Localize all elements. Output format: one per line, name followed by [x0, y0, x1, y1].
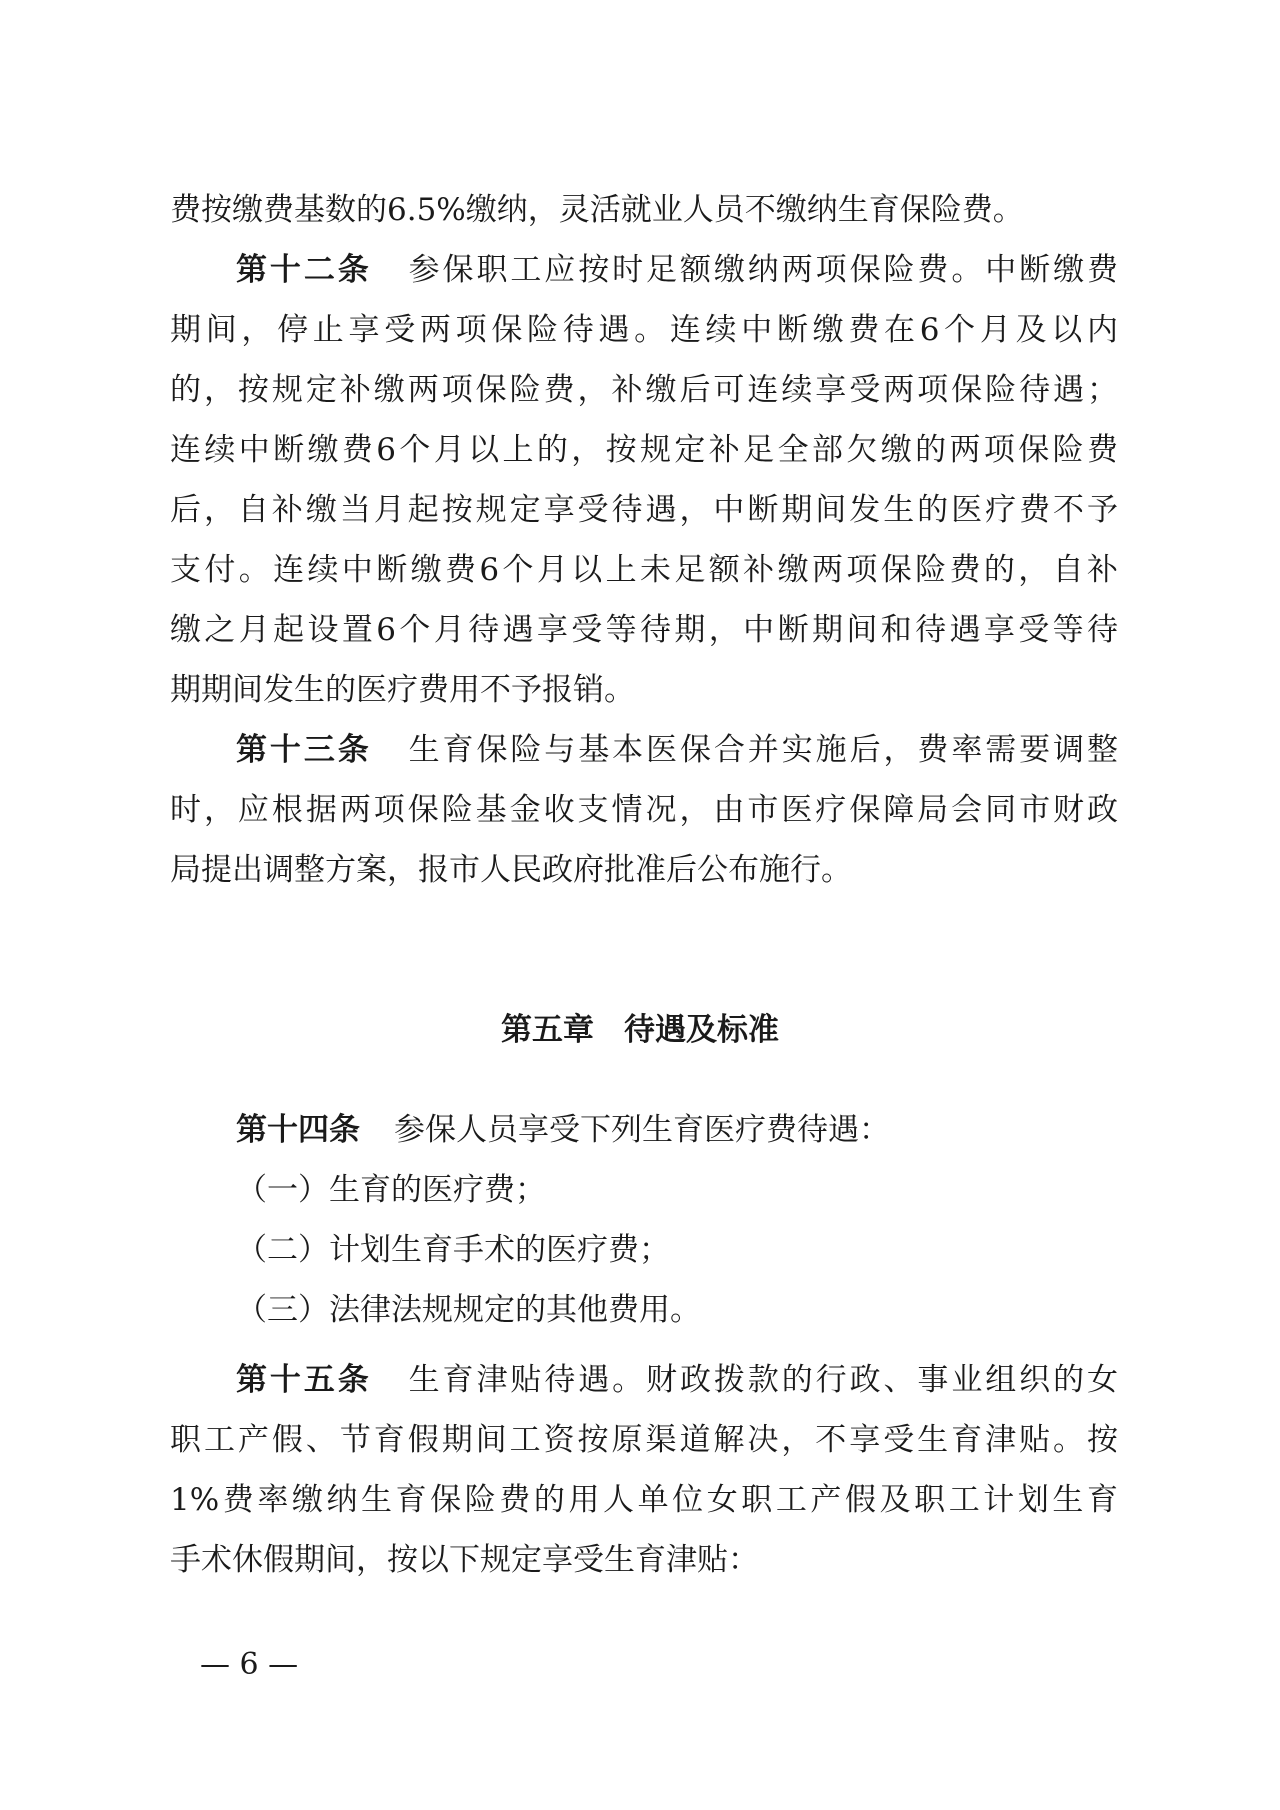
paragraph-line: 期间，停止享受两项保险待遇。连续中断缴费在6个月及以内	[170, 312, 1118, 348]
paragraph-line: 期期间发生的医疗费用不予报销。	[170, 672, 635, 708]
paragraph-line: 的，按规定补缴两项保险费，补缴后可连续享受两项保险待遇；	[170, 372, 1118, 408]
article-14-first-line	[236, 1100, 1118, 1160]
article-14-title: 第十四条	[236, 1112, 360, 1148]
list-item: （一）生育的医疗费；	[236, 1172, 546, 1208]
article-13-title: 第十三条	[236, 732, 372, 768]
article-12-title: 第十二条	[236, 252, 372, 288]
paragraph-line: 支付。连续中断缴费6个月以上未足额补缴两项保险费的，自补	[170, 552, 1118, 588]
paragraph-line: 时，应根据两项保险基金收支情况，由市医疗保障局会同市财政	[170, 792, 1118, 828]
paragraph-line: 连续中断缴费6个月以上的，按规定补足全部欠缴的两项保险费	[170, 432, 1118, 468]
chapter-number: 第五章	[501, 1012, 594, 1048]
paragraph-line: 后，自补缴当月起按规定享受待遇，中断期间发生的医疗费不予	[170, 492, 1118, 528]
chapter-heading	[0, 1000, 1280, 1060]
paragraph-line: 参保人员享受下列生育医疗费待遇：	[394, 1112, 890, 1148]
paragraph-line: 1%费率缴纳生育保险费的用人单位女职工产假及职工计划生育	[170, 1482, 1118, 1518]
paragraph-line: 生育保险与基本医保合并实施后，费率需要调整	[405, 732, 1119, 768]
paragraph-line: 费按缴费基数的6.5%缴纳，灵活就业人员不缴纳生育保险费。	[170, 192, 1024, 228]
article-13-first-line	[236, 720, 1118, 780]
page-number: — 6 —	[200, 1647, 299, 1682]
paragraph-line: 缴之月起设置6个月待遇享受等待期，中断期间和待遇享受等待	[170, 612, 1118, 648]
article-15-title: 第十五条	[236, 1362, 372, 1398]
list-item: （二）计划生育手术的医疗费；	[236, 1232, 670, 1268]
paragraph-line: 手术休假期间，按以下规定享受生育津贴：	[170, 1542, 759, 1578]
paragraph-line: 局提出调整方案，报市人民政府批准后公布施行。	[170, 852, 852, 888]
paragraph-line: 生育津贴待遇。财政拨款的行政、事业组织的女	[405, 1362, 1119, 1398]
list-item: （三）法律法规规定的其他费用。	[236, 1292, 701, 1328]
paragraph-line: 参保职工应按时足额缴纳两项保险费。中断缴费	[405, 252, 1119, 288]
article-12-first-line	[236, 240, 1118, 300]
chapter-title: 待遇及标准	[624, 1012, 779, 1048]
paragraph-line: 职工产假、节育假期间工资按原渠道解决，不享受生育津贴。按	[170, 1422, 1118, 1458]
article-15-first-line	[236, 1350, 1118, 1410]
